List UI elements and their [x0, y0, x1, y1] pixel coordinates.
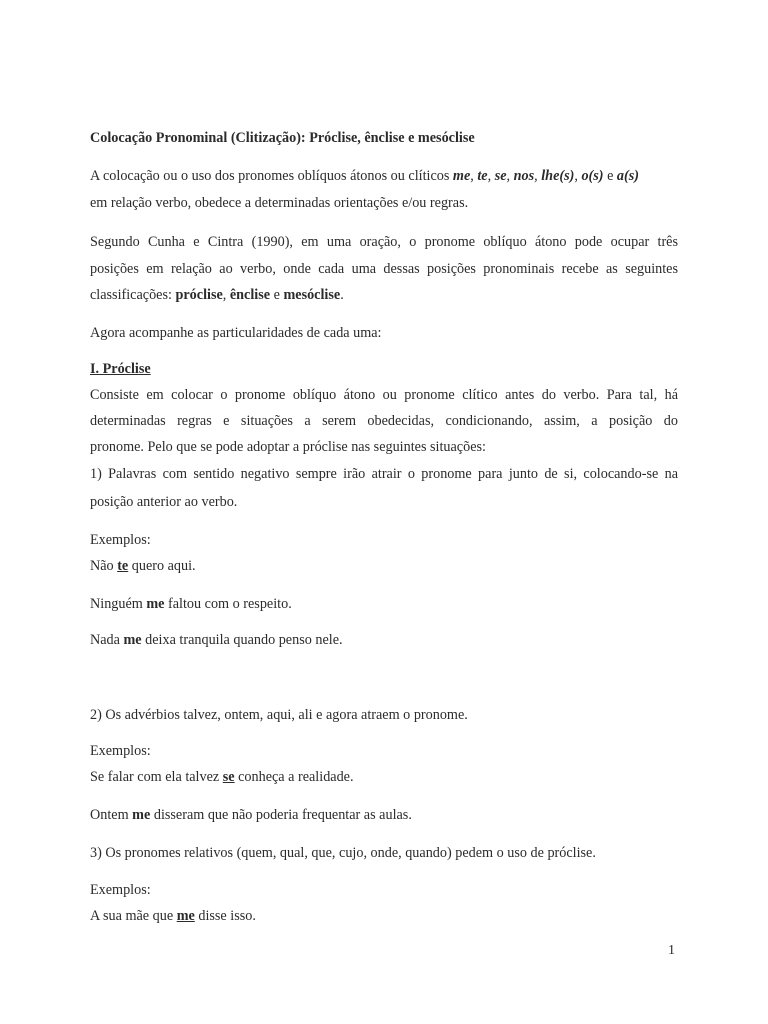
example-4-post: conheça a realidade. [238, 769, 354, 785]
section-heading: I. Próclise [90, 361, 151, 377]
examples-label-2: Exemplos: [90, 743, 151, 759]
pronoun-te: te [477, 168, 488, 184]
example-6-pre: A sua mãe que [90, 908, 174, 924]
rule-2: 2) Os advérbios talvez, ontem, aqui, ali e agora atraem o pronome. [90, 707, 468, 723]
example-6 [90, 907, 256, 925]
rule1-line-1: 1) Palavras com sentido negativo sempre irão atrair o pronome para junto de si, colocando-se na [90, 466, 678, 482]
example-2 [90, 595, 292, 613]
example-6-post: disse isso. [198, 908, 256, 924]
example-5-pre: Ontem [90, 807, 129, 823]
intro-and: e [607, 168, 614, 184]
intro-line-1: A colocação ou o uso dos pronomes oblíquos átonos ou clíticos me, te, se, nos, lhe(s), o(s) e a(s) [90, 168, 639, 184]
rule1-line-2: posição anterior ao verbo. [90, 494, 238, 510]
agora-line: Agora acompanhe as particularidades de cada uma: [90, 325, 382, 341]
pronoun-as: a(s) [616, 168, 639, 184]
intro-line-2: em relação verbo, obedece a determinadas orientações e/ou regras. [90, 195, 469, 211]
example-1 [90, 557, 196, 575]
cunha-line-2: posições em relação ao verbo, onde cada uma dessas posições pronominais recebe as seguintes [90, 261, 678, 277]
example-5-pronoun: me [132, 807, 151, 823]
example-2-pronoun: me [146, 596, 165, 612]
rule-3: 3) Os pronomes relativos (quem, qual, que, cujo, onde, quando) pedem o uso de próclise. [90, 845, 596, 861]
pronoun-lhes: lhe(s) [541, 168, 575, 184]
pronoun-me: me [452, 168, 471, 184]
example-3-pronoun: me [123, 632, 142, 648]
example-1-pronoun: te [117, 558, 129, 574]
example-4-pre: Se falar com ela talvez [90, 769, 220, 785]
section1-line-1: Consiste em colocar o pronome oblíquo átono ou pronome clítico antes do verbo. Para tal, há [90, 387, 678, 403]
pronoun-se: se [494, 168, 507, 184]
example-3 [90, 631, 343, 649]
cunha-line-1: Segundo Cunha e Cintra (1990), em uma oração, o pronome oblíquo átono pode ocupar três [90, 234, 678, 250]
document-title: Colocação Pronominal (Clitização): Próclise, ênclise e mesóclise [90, 130, 475, 146]
examples-label-1: Exemplos: [90, 532, 151, 548]
page-number: 1 [668, 943, 675, 958]
example-2-post: faltou com o respeito. [168, 596, 292, 612]
term-mesoclise: mesóclise [283, 287, 341, 303]
example-1-post: quero aqui. [131, 558, 196, 574]
term-enclise: ênclise [229, 287, 271, 303]
pronoun-nos: nos [513, 168, 535, 184]
example-2-pre: Ninguém [90, 596, 143, 612]
examples-label-3: Exemplos: [90, 882, 151, 898]
example-3-pre: Nada [90, 632, 120, 648]
example-4 [90, 768, 354, 786]
intro-text: A colocação ou o uso dos pronomes oblíquos átonos ou clíticos [90, 168, 450, 184]
cunha-line-3: classificações: próclise, ênclise e mesóclise. [90, 287, 344, 303]
pronoun-os: o(s) [581, 168, 604, 184]
cunha-prefix: classificações: [90, 287, 172, 303]
section1-line-2: determinadas regras e situações a serem obedecidas, condicionando, assim, a posição do [90, 413, 678, 429]
cunha-and: e [273, 287, 280, 303]
section1-line-3: pronome. Pelo que se pode adoptar a próclise nas seguintes situações: [90, 439, 486, 455]
example-5-post: disseram que não poderia frequentar as aulas. [153, 807, 412, 823]
example-5 [90, 806, 412, 824]
example-4-pronoun: se [222, 769, 235, 785]
example-1-pre: Não [90, 558, 114, 574]
example-6-pronoun: me [176, 908, 195, 924]
term-proclise: próclise [175, 287, 223, 303]
example-3-post: deixa tranquila quando penso nele. [145, 632, 343, 648]
